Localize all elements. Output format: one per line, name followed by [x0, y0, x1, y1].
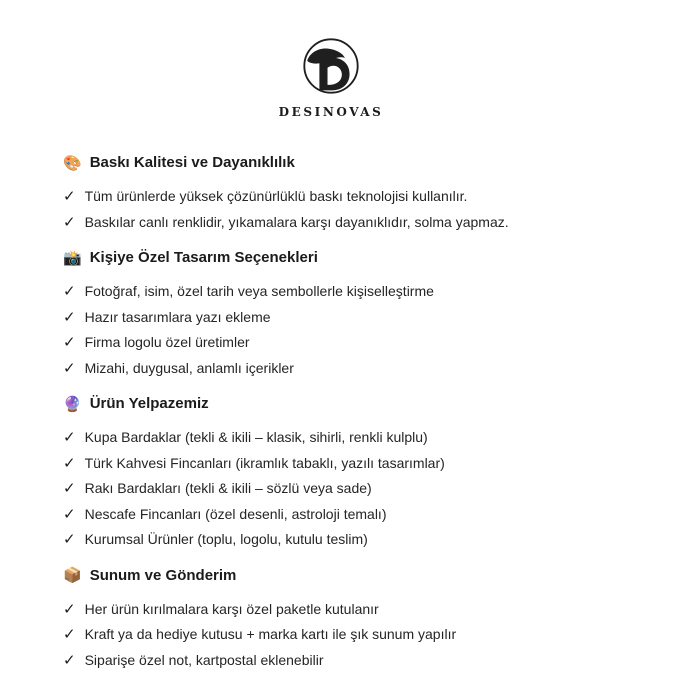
check-icon: ✓ [63, 429, 76, 446]
feature-item [63, 425, 700, 451]
feature-text: Mizahi, duygusal, anlamlı içerikler [84, 359, 294, 376]
feature-item [63, 527, 700, 553]
feature-item [63, 356, 700, 382]
feature-text: Siparişe özel not, kartpostal eklenebilir [84, 651, 324, 668]
feature-section [63, 150, 700, 235]
section-heading [63, 563, 700, 589]
check-icon: ✓ [63, 283, 76, 300]
feature-text: Kupa Bardaklar (tekli & ikili – klasik, sihirli, renkli kulplu) [84, 429, 428, 445]
feature-text: Fotoğraf, isim, özel tarih veya sembollerle kişiselleştirme [84, 283, 434, 299]
check-icon: ✓ [63, 308, 76, 326]
feature-list [63, 184, 700, 235]
check-icon: ✓ [63, 359, 76, 377]
feature-item [63, 184, 700, 210]
section-title: Kişiye Özel Tasarım Seçenekleri [89, 249, 318, 266]
crystal-ball-emoji-icon: 🔮 [63, 395, 82, 413]
camera-emoji-icon: 📸 [63, 249, 82, 267]
feature-section [63, 563, 700, 674]
section-title: Sunum ve Gönderim [89, 566, 237, 584]
check-icon: ✓ [63, 213, 76, 231]
feature-item [63, 330, 700, 356]
check-icon: ✓ [63, 454, 76, 472]
check-icon: ✓ [63, 188, 76, 205]
feature-item [63, 476, 700, 502]
package-emoji-icon: 📦 [63, 567, 82, 584]
brand-name: DESINOVAS [278, 105, 384, 119]
feature-text: Baskılar canlı renklidir, yıkamalara karşı dayanıklıdır, solma yapmaz. [84, 213, 509, 230]
section-heading [63, 391, 700, 417]
brand-monogram-icon [302, 37, 360, 95]
check-icon: ✓ [63, 651, 76, 669]
feature-list [63, 425, 700, 553]
feature-section [63, 391, 700, 553]
feature-text: Firma logolu özel üretimler [84, 334, 250, 350]
check-icon: ✓ [63, 531, 76, 548]
feature-text: Hazır tasarımlara yazı ekleme [84, 308, 271, 325]
feature-text: Türk Kahvesi Fincanları (ikramlık tabaklı, yazılı tasarımlar) [84, 454, 445, 471]
section-title: Baskı Kalitesi ve Dayanıklılık [89, 154, 295, 171]
palette-emoji-icon: 🎨 [63, 154, 82, 172]
check-icon: ✓ [63, 505, 76, 523]
feature-text: Her ürün kırılmalara karşı özel paketle kutulanır [84, 600, 379, 617]
section-heading [63, 150, 700, 176]
check-icon: ✓ [63, 600, 76, 618]
feature-text: Kurumsal Ürünler (toplu, logolu, kutulu teslim) [84, 531, 368, 547]
feature-list [63, 279, 700, 381]
feature-item [63, 451, 700, 477]
check-icon: ✓ [63, 626, 76, 643]
feature-item [63, 622, 700, 648]
feature-text: Rakı Bardakları (tekli & ikili – sözlü veya sade) [84, 480, 372, 496]
feature-text: Kraft ya da hediye kutusu + marka kartı ile şık sunum yapılır [84, 626, 457, 642]
section-heading [63, 245, 700, 271]
feature-text: Nescafe Fincanları (özel desenli, astroloji temalı) [84, 505, 387, 522]
feature-item [63, 502, 700, 528]
check-icon: ✓ [63, 480, 76, 497]
feature-text: Tüm ürünlerde yüksek çözünürlüklü baskı teknolojisi kullanılır. [84, 188, 468, 204]
feature-list [63, 597, 700, 674]
brand-header [251, 0, 411, 119]
feature-item [63, 210, 700, 236]
feature-sections [63, 150, 700, 673]
feature-item [63, 305, 700, 331]
feature-section [63, 245, 700, 381]
feature-item [63, 597, 700, 623]
section-title: Ürün Yelpazemiz [89, 395, 209, 412]
check-icon: ✓ [63, 334, 76, 351]
feature-item [63, 279, 700, 305]
feature-item [63, 648, 700, 674]
